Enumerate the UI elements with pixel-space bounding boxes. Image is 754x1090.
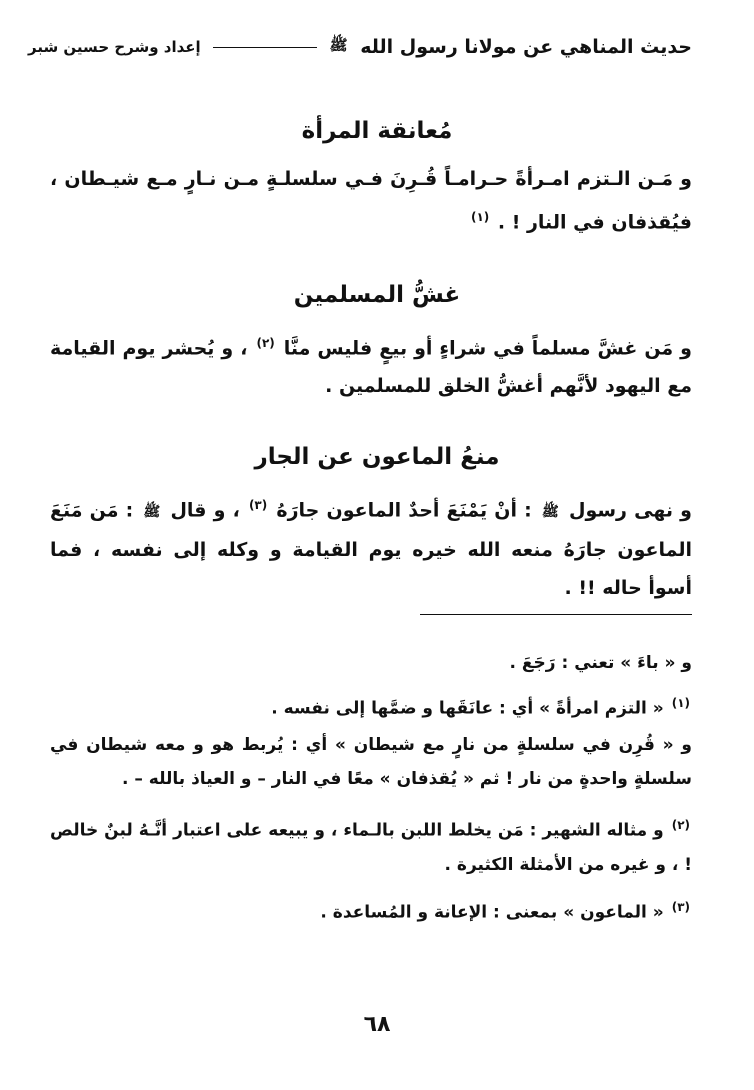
section-text: و مَن غشَّ مسلماً في شراءٍ أو بيعٍ فليس منَّا xyxy=(283,337,692,360)
section-heading-embracing: مُعانقة المرأة xyxy=(301,118,453,144)
section-text-cont: ، و يُحشر يوم القيامة مع اليهود لأنَّهم أغشُّ الخلق للمسلمين . xyxy=(50,337,692,398)
running-header xyxy=(28,30,692,64)
section-body-cheating xyxy=(50,324,692,405)
footnote-marker-2: (٢) xyxy=(671,818,691,832)
section-heading-cheating: غشُّ المسلمين xyxy=(293,282,461,308)
footnote-text: و مثاله الشهير : مَن يخلط اللبن بالـماء ، و يبيعه على اعتبار أنَّـهُ لبنٌ خالص ! ، و غيره من الأمثلة الكثيرة . xyxy=(50,820,692,875)
footnote-1-cont: و « قُرِن في سلسلةٍ من نارٍ مع شيطان » أي : يُربط هو و معه شيطان في سلسلةٍ واحدةٍ من نار ! ثم « يُقذفان » معًا في النار – و العياذ بالله – . xyxy=(50,735,692,789)
section-body-embracing xyxy=(50,160,692,241)
section-text-cont: : مَن مَنَعَ الماعون جارَهُ منعه الله خيره يوم القيامة و وكله إلى نفسه ، فما أسوأ حاله !! . xyxy=(50,499,692,600)
footnote-separator xyxy=(420,614,692,615)
footnote-1 xyxy=(50,686,692,726)
footnote-marker-1: (١) xyxy=(671,696,690,710)
section-body-maun xyxy=(50,486,692,607)
section-text: و نهى رسول xyxy=(568,499,692,522)
page-number: ٦٨ xyxy=(363,1012,391,1037)
book-title xyxy=(329,36,692,59)
section-heading-maun: منعُ الماعون عن الجار xyxy=(254,444,500,470)
section-text: و مَـن الـتزم امـرأةً حـرامـاً قُـرِنَ فـي سلسلـةٍ مـن نـارٍ مـع شيـطان ، فيُقذفان في النار ! . xyxy=(50,168,692,234)
footnote-text: « التزم امرأةً » أي : عانَقَها و ضمَّها إلى نفسه . xyxy=(271,698,664,719)
footnote-2 xyxy=(50,808,692,882)
book-title-text: حديث المناهي عن مولانا رسول الله xyxy=(360,35,692,58)
footnote-ref-3: (٣) xyxy=(248,498,268,512)
footnote-text: « الماعون » بمعنى : الإعانة و المُساعدة . xyxy=(320,902,664,923)
salawat-seal-icon: ﷺ xyxy=(329,36,348,55)
salawat-seal-icon: ﷺ xyxy=(143,504,161,521)
author-credit: إعداد وشرح حسين شبر xyxy=(28,38,201,56)
section-text-cont: : أنْ يَمْنَعَ أحدٌ الماعون جارَهُ xyxy=(276,499,532,522)
footnote-ref-1: (١) xyxy=(470,210,490,224)
footnote-marker-3: (٣) xyxy=(671,900,690,914)
footnote-3 xyxy=(50,890,692,930)
footnote-intro: و « باءَ » تعني : رَجَعَ . xyxy=(509,653,692,673)
footnote-ref-2: (٢) xyxy=(256,336,275,350)
section-text-cont: ، و قال xyxy=(170,499,240,522)
salawat-seal-icon: ﷺ xyxy=(541,504,559,521)
header-rule xyxy=(213,47,318,48)
